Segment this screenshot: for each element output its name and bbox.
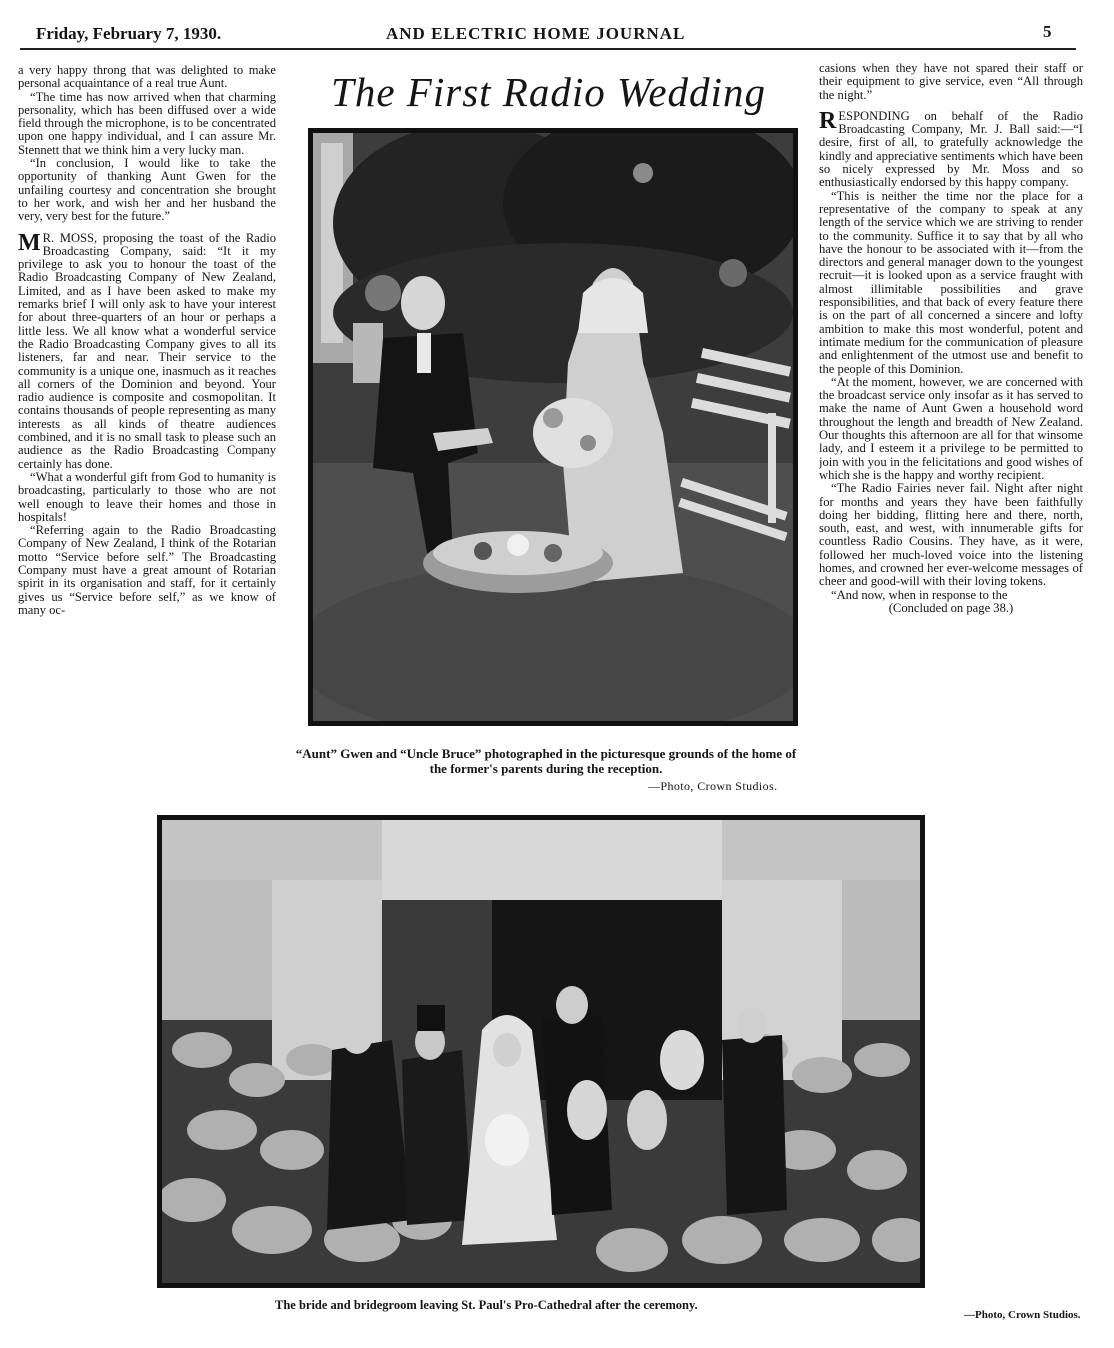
left-paragraph-5: “What a wonderful gift from God to humanity is broadcasting, particularly to those who are not well enough to leave their homes and those in hospitals! xyxy=(18,469,276,524)
cathedral-photo-credit: —Photo, Crown Studios. xyxy=(964,1309,1081,1321)
drop-cap-m: M xyxy=(18,229,41,256)
garden-photo-caption: “Aunt” Gwen and “Uncle Bruce” photographed in the picturesque grounds of the home of the former's parents during the reception. xyxy=(295,746,797,776)
right-paragraph-6: “And now, when in response to the xyxy=(831,587,1008,602)
right-paragraph-4: “At the moment, however, we are concerned with the broadcast service only insofar as it has served to make the name of Aunt Gwen a household word throughout the length and breadth of New Zealand. Our thoughts this afternoon are all for that winsome lady, and I esteem it a privilege to be permitted to join with you in the felicitations and good wishes of which she is the happy and worthy recipient. xyxy=(819,374,1083,482)
left-paragraph-6: “Referring again to the Radio Broadcasting Company of New Zealand, I think of the Rotarian motto “Service before self.” The Broadcasting Company must have a great amount of Rotarian spirit in its organisation and staff, for it certainly gives us “Service before self,” as we know of many oc- xyxy=(18,523,276,617)
right-paragraph-2 xyxy=(819,107,1083,190)
right-paragraph-3: “This is neither the time nor the place for a representative of the company to speak at any length of the service which we are striving to render to the community. Suffice it to say that by all who have the honour to be associated with it—from the directors and general manager down to the youngest recruit—it is looked upon as a service fraught with almost illimitable possibilities and grave responsibilities, and that back of every feature there is on the part of all concerned a sincere and lofty ambition to make this most wonderful, potent and intimate medium for the communication of pleasure and enlightenment of the utmost use and benefit to the people of this Dominion. xyxy=(819,188,1083,376)
header-rule xyxy=(20,48,1076,50)
garden-reception-photo xyxy=(308,128,798,726)
left-paragraph-4-text: R. MOSS, proposing the toast of the Radio Broadcasting Company, said: “It it my privilege to ask you to honour the toast of the Radio Broadcasting Company of New Zealand, Limited, and as I have been asked to make my remarks brief I will only ask to have your interest for about three-quarters of an hour or perhaps a little less. We all know what a wonderful service the Radio Broadcasting Company gives to all its listeners, far and near. Their service to the community is a unique one, inasmuch as it reaches all corners of the Dominion and beyond. Your radio audience is composite and cosmopolitan. It contains thousands of people representing as many interests as all kinds of theatre audiences combined, and it is no small task to please such an audience as the Radio Broadcasting Company certainly has done. xyxy=(18,230,276,471)
left-paragraph-1: a very happy throng that was delighted to make personal acquaintance of a real true Aunt. xyxy=(18,64,276,91)
article-title: The First Radio Wedding xyxy=(331,69,766,115)
cathedral-photo-caption: The bride and bridegroom leaving St. Paul's Pro-Cathedral after the ceremony. xyxy=(275,1298,698,1312)
right-paragraph-1: casions when they have not spared their staff or their equipment to give service, even “All through the night.” xyxy=(819,62,1083,102)
journal-title: AND ELECTRIC HOME JOURNAL xyxy=(386,24,686,43)
right-paragraph-2-text: ESPONDING on behalf of the Radio Broadcasting Company, Mr. J. Ball said:—“I desire, first of all, to gratefully acknowledge the kindly and appreciative sentiments which have been so nicely expressed by Mr. Moss and so enthusiastically endorsed by this happy company. xyxy=(819,108,1083,190)
garden-photo-credit: —Photo, Crown Studios. xyxy=(648,779,778,793)
issue-date: Friday, February 7, 1930. xyxy=(36,24,222,43)
cathedral-photo xyxy=(157,815,925,1288)
cathedral-photo-illustration xyxy=(162,820,920,1283)
page-number: 5 xyxy=(1043,22,1052,41)
drop-cap-r: R xyxy=(819,107,837,134)
garden-photo-illustration xyxy=(313,133,793,721)
left-paragraph-4 xyxy=(18,229,276,471)
continued-note: (Concluded on page 38.) xyxy=(888,600,1014,615)
left-paragraph-3: “In conclusion, I would like to take the opportunity of thanking Aunt Gwen for the unfailing courtesy and concentration she brought to her work, and wish her and her husband the very, very best for the future.” xyxy=(18,156,276,224)
left-paragraph-2: “The time has now arrived when that charming personality, which has been diffused over a wide field through the microphone, is to be concentrated upon one happy individual, and I can assure Mr. Stennett that we think him a very lucky man. xyxy=(18,89,276,157)
right-paragraph-5: “The Radio Fairies never fail. Night after night for months and years they have been faithfully doing her bidding, flitting here and there, north, south, east, and west, with innumerable gifts for countless Radio Cousins. They have, as it were, followed her much-loved voice into the listening homes, and crowned her ever-welcome messages of cheer and good-will with their loving tokens. xyxy=(819,481,1083,589)
left-column xyxy=(18,64,276,796)
right-column xyxy=(819,62,1083,790)
